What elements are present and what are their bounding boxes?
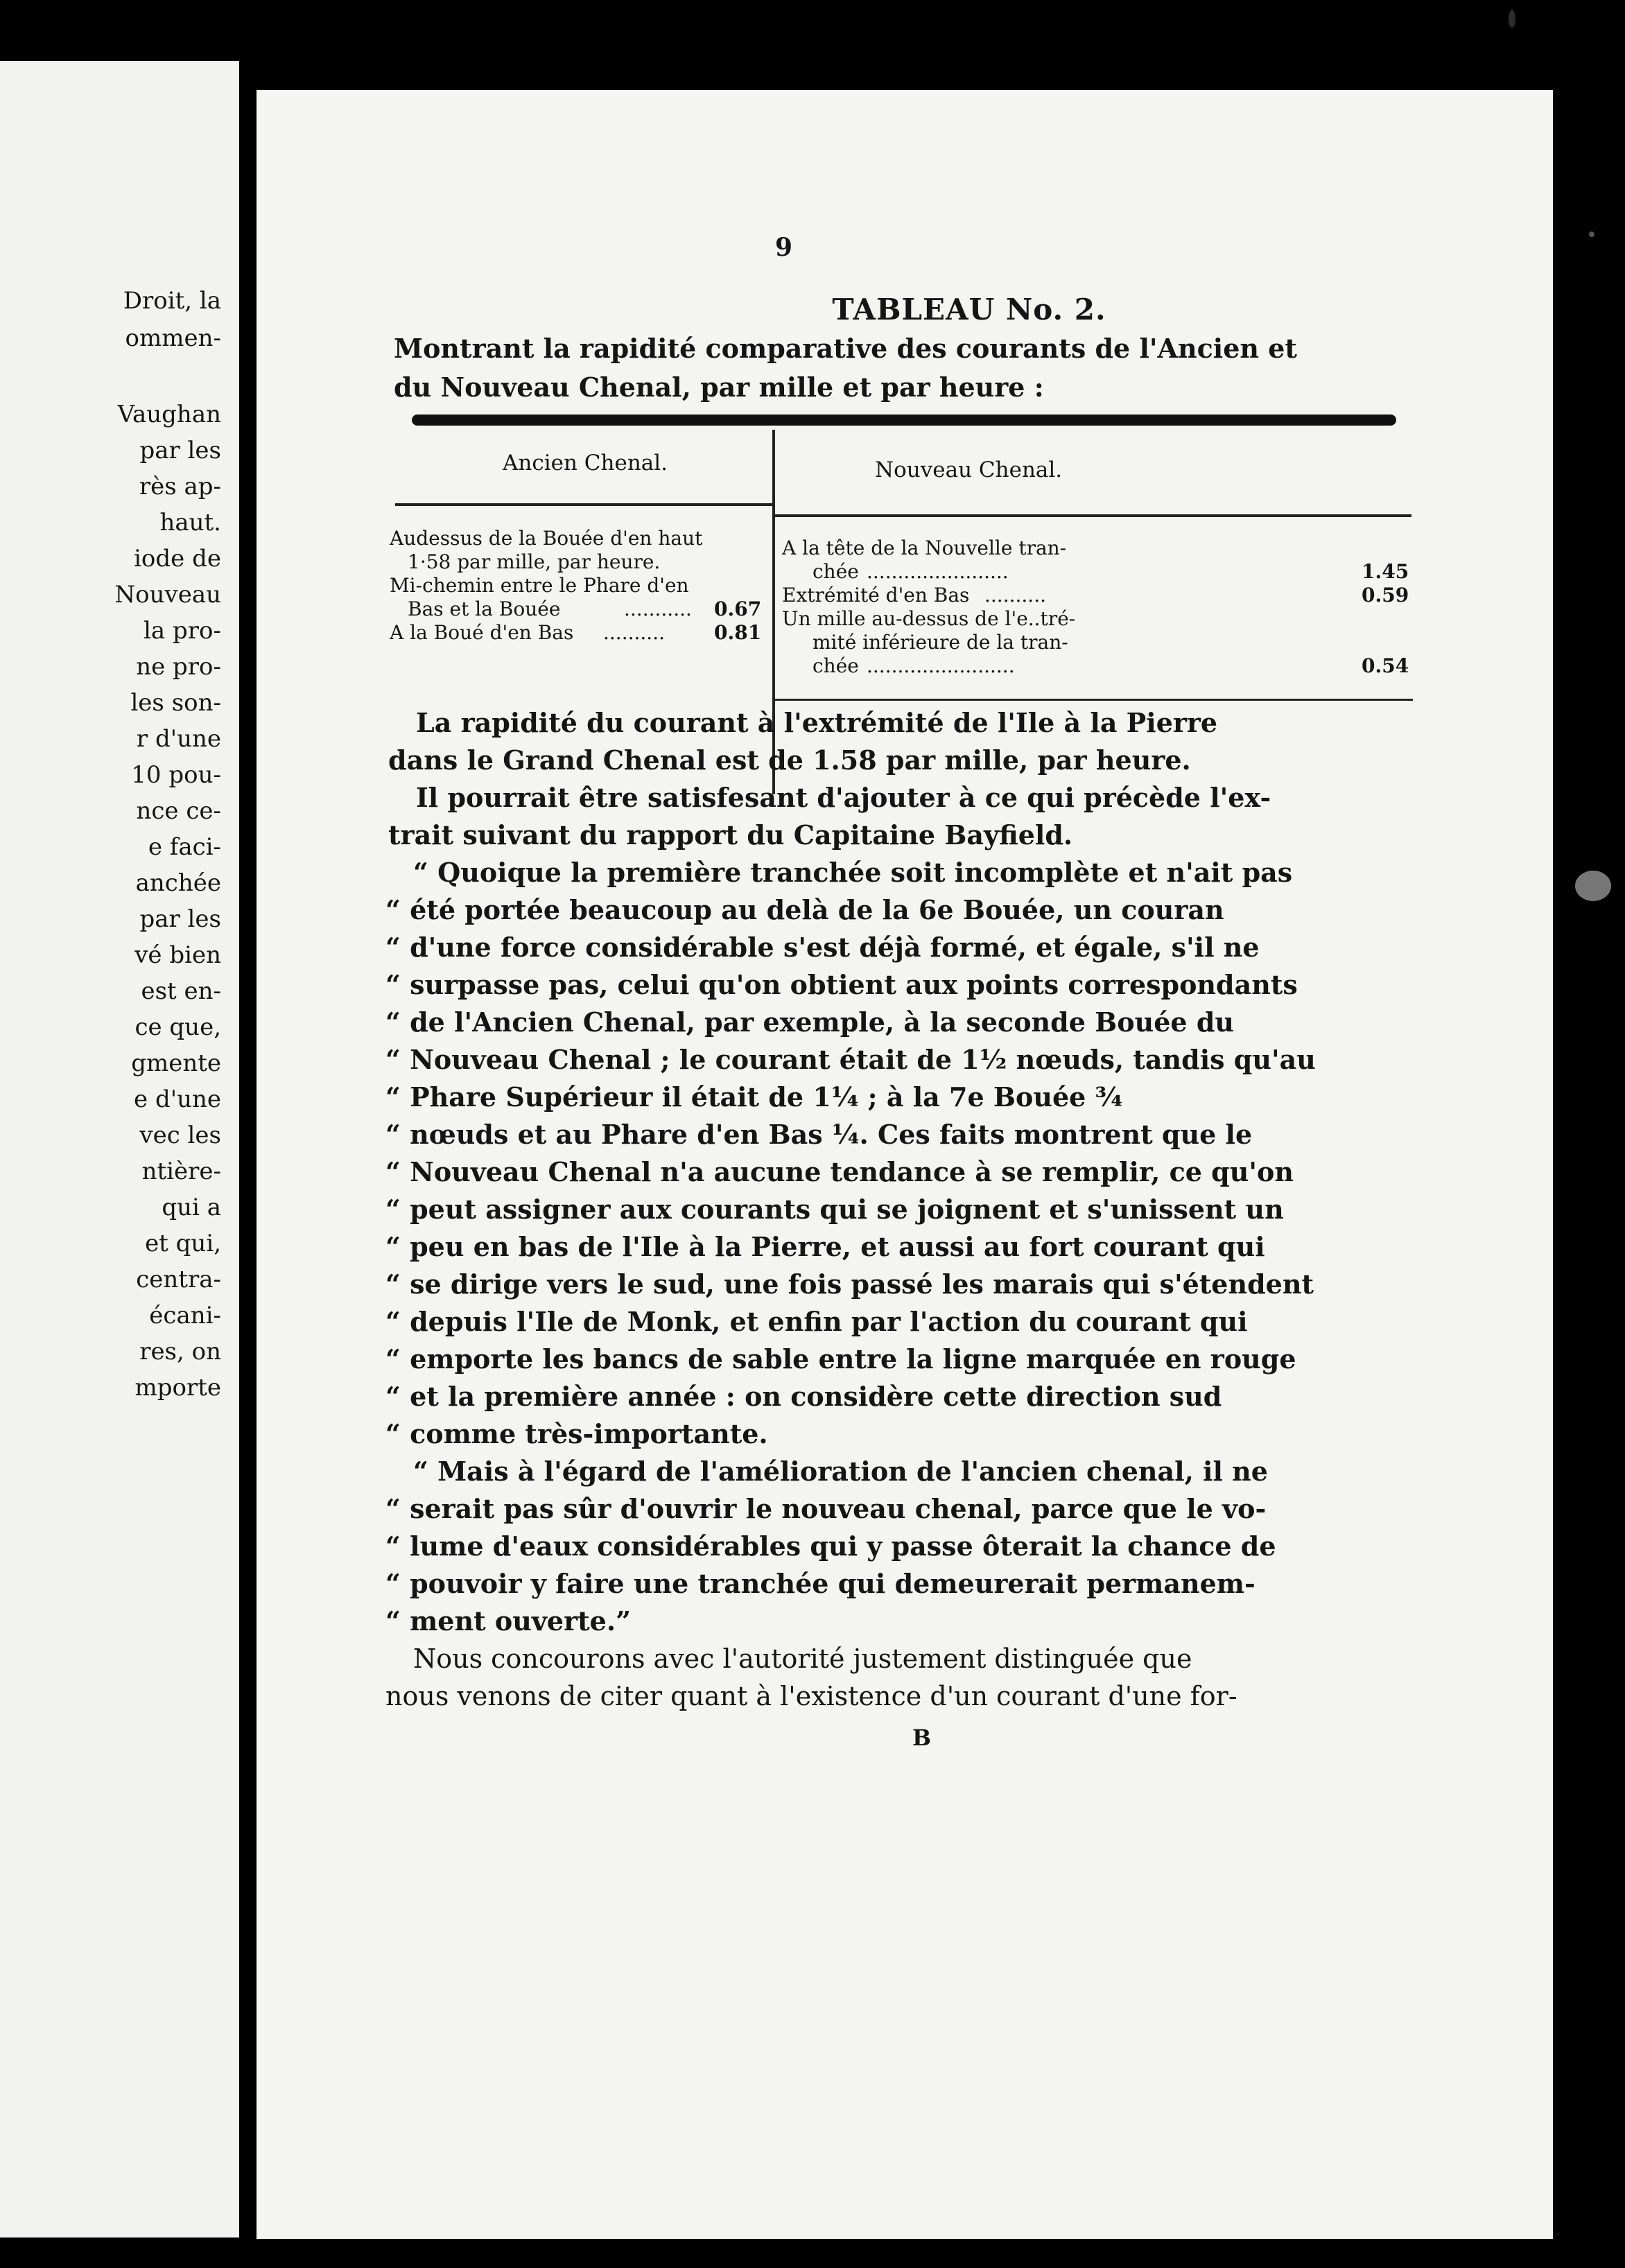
body-line: “ Mais à l'égard de l'amélioration de l'ancien chenal, il ne bbox=[413, 1456, 1268, 1487]
nouveau-row: mité inférieure de la tran- bbox=[812, 631, 1068, 654]
body-line: “ Quoique la première tranchée soit incomplète et n'ait pas bbox=[413, 857, 1293, 888]
table-top-rule bbox=[412, 415, 1396, 426]
speck-mark bbox=[1509, 10, 1515, 28]
ancien-value: 0.81 bbox=[714, 621, 762, 644]
left-page-line: vé bien bbox=[134, 941, 221, 969]
body-line: “ de l'Ancien Chenal, par exemple, à la seconde Bouée du bbox=[385, 1006, 1235, 1038]
body-line: “ ment ouverte.” bbox=[385, 1605, 631, 1637]
left-page-line: haut. bbox=[159, 509, 221, 537]
body-line: “ Nouveau Chenal ; le courant était de 1½ nœuds, tandis qu'au bbox=[385, 1044, 1316, 1075]
left-page-line: ne pro- bbox=[136, 653, 221, 681]
subtitle-line: du Nouveau Chenal, par mille et par heure : bbox=[394, 372, 1044, 403]
nouveau-leader: .......... bbox=[984, 584, 1047, 607]
body-line: “ et la première année : on considère cette direction sud bbox=[385, 1381, 1222, 1412]
subtitle-line: Montrant la rapidité comparative des courants de l'Ancien et bbox=[394, 333, 1297, 364]
body-line: “ d'une force considérable s'est déjà formé, et égale, s'il ne bbox=[385, 932, 1260, 963]
header-rule-left bbox=[395, 503, 772, 506]
left-page-line: r d'une bbox=[136, 725, 221, 753]
nouveau-leader: ....................... bbox=[867, 560, 1009, 583]
body-line: “ nœuds et au Phare d'en Bas ¼. Ces faits montrent que le bbox=[385, 1119, 1253, 1150]
left-page-line: Nouveau bbox=[114, 581, 221, 609]
left-page-line: qui a bbox=[162, 1194, 221, 1221]
left-page-line: e faci- bbox=[148, 833, 221, 861]
left-page-line: e d'une bbox=[134, 1085, 221, 1113]
left-page-line: par les bbox=[139, 437, 221, 464]
left-facing-page bbox=[0, 61, 239, 2238]
body-line: “ lume d'eaux considérables qui y passe ôterait la chance de bbox=[385, 1530, 1276, 1562]
body-line: “ Phare Supérieur il était de 1¼ ; à la 7e Bouée ¾ bbox=[385, 1081, 1123, 1113]
body-line: trait suivant du rapport du Capitaine Bayfield. bbox=[388, 819, 1073, 850]
body-line: nous venons de citer quant à l'existence d'un courant d'une for- bbox=[385, 1681, 1237, 1711]
speck-mark bbox=[1589, 232, 1594, 237]
body-line: “ depuis l'Ile de Monk, et enfin par l'action du courant qui bbox=[385, 1306, 1248, 1337]
ancien-row: A la Boué d'en Bas bbox=[390, 621, 574, 644]
body-line: “ Nouveau Chenal n'a aucune tendance à se remplir, ce qu'on bbox=[385, 1156, 1294, 1187]
nouveau-value: 1.45 bbox=[1362, 560, 1409, 583]
left-page-line: les son- bbox=[130, 689, 221, 717]
left-page-line: Vaughan bbox=[117, 401, 221, 428]
left-page-line: centra- bbox=[136, 1266, 221, 1293]
body-line: “ été portée beaucoup au delà de la 6e Bouée, un couran bbox=[385, 894, 1224, 925]
left-page-line: gmente bbox=[131, 1049, 221, 1077]
body-line: Nous concourons avec l'autorité justement distinguée que bbox=[413, 1643, 1192, 1674]
left-page-line: 10 pou- bbox=[131, 761, 221, 789]
column-header-ancien: Ancien Chenal. bbox=[503, 451, 668, 476]
body-line: “ surpasse pas, celui qu'on obtient aux points correspondants bbox=[385, 969, 1298, 1000]
ancien-leader: .......... bbox=[603, 621, 666, 644]
page-number: 9 bbox=[775, 233, 793, 262]
left-page-line: mporte bbox=[134, 1374, 221, 1402]
left-page-line: rès ap- bbox=[139, 473, 221, 500]
left-page-line: ce que, bbox=[134, 1013, 221, 1041]
body-line: “ pouvoir y faire une tranchée qui demeurerait permanem- bbox=[385, 1568, 1255, 1599]
right-page bbox=[257, 90, 1553, 2239]
ancien-row: Bas et la Bouée bbox=[408, 597, 561, 620]
left-page-line: nce ce- bbox=[136, 797, 221, 825]
left-page-line: res, on bbox=[139, 1338, 221, 1366]
left-page-line: et qui, bbox=[145, 1230, 221, 1257]
nouveau-row: Extrémité d'en Bas bbox=[782, 584, 970, 607]
body-line: dans le Grand Chenal est de 1.58 par mille, par heure. bbox=[388, 744, 1191, 776]
body-line: La rapidité du courant à l'extrémité de l'Ile à la Pierre bbox=[416, 707, 1218, 738]
left-page-line: vec les bbox=[139, 1122, 221, 1149]
body-line: “ serait pas sûr d'ouvrir le nouveau chenal, parce que le vo- bbox=[385, 1493, 1267, 1524]
left-page-line: est en- bbox=[141, 977, 221, 1005]
book-gutter bbox=[239, 42, 257, 2260]
header-rule-right bbox=[775, 514, 1411, 517]
nouveau-row: A la tête de la Nouvelle tran- bbox=[782, 537, 1067, 559]
body-line: Il pourrait être satisfesant d'ajouter à ce qui précède l'ex- bbox=[416, 782, 1271, 813]
ancien-leader: ........... bbox=[624, 597, 692, 620]
ancien-row: Mi-chemin entre le Phare d'en bbox=[390, 574, 689, 597]
body-line: “ peut assigner aux courants qui se joignent et s'unissent un bbox=[385, 1194, 1284, 1225]
body-line: “ se dirige vers le sud, une fois passé les marais qui s'étendent bbox=[385, 1268, 1314, 1300]
body-line: “ peu en bas de l'Ile à la Pierre, et aussi au fort courant qui bbox=[385, 1231, 1265, 1262]
nouveau-value: 0.54 bbox=[1362, 654, 1409, 677]
left-page-line: iode de bbox=[134, 545, 221, 573]
body-line: “ comme très-importante. bbox=[385, 1418, 768, 1449]
left-page-line: Droit, la bbox=[123, 287, 221, 315]
body-line: “ emporte les bancs de sable entre la ligne marquée en rouge bbox=[385, 1343, 1296, 1375]
speck-mark bbox=[1575, 871, 1611, 901]
nouveau-row: chée bbox=[812, 654, 859, 677]
nouveau-value: 0.59 bbox=[1362, 584, 1409, 607]
table-bottom-rule bbox=[772, 699, 1413, 701]
nouveau-leader: ........................ bbox=[867, 654, 1015, 677]
left-page-line: écani- bbox=[149, 1302, 221, 1329]
table-title: TABLEAU No. 2. bbox=[832, 293, 1106, 326]
left-page-line: la pro- bbox=[144, 617, 221, 645]
left-page-line: ommen- bbox=[125, 324, 221, 352]
left-page-line: anchée bbox=[135, 869, 221, 897]
table-subtitle bbox=[394, 329, 1420, 407]
nouveau-row: chée bbox=[812, 560, 859, 583]
ancien-row: Audessus de la Bouée d'en haut bbox=[390, 527, 703, 550]
ancien-value: 0.67 bbox=[714, 597, 762, 620]
ancien-row: 1·58 par mille, par heure. bbox=[408, 550, 661, 573]
nouveau-row: Un mille au-dessus de l'e..tré- bbox=[782, 607, 1076, 630]
left-page-line: ntière- bbox=[141, 1158, 221, 1185]
left-page-line: par les bbox=[139, 905, 221, 933]
signature-mark: B bbox=[912, 1725, 932, 1751]
column-header-nouveau: Nouveau Chenal. bbox=[875, 457, 1063, 482]
